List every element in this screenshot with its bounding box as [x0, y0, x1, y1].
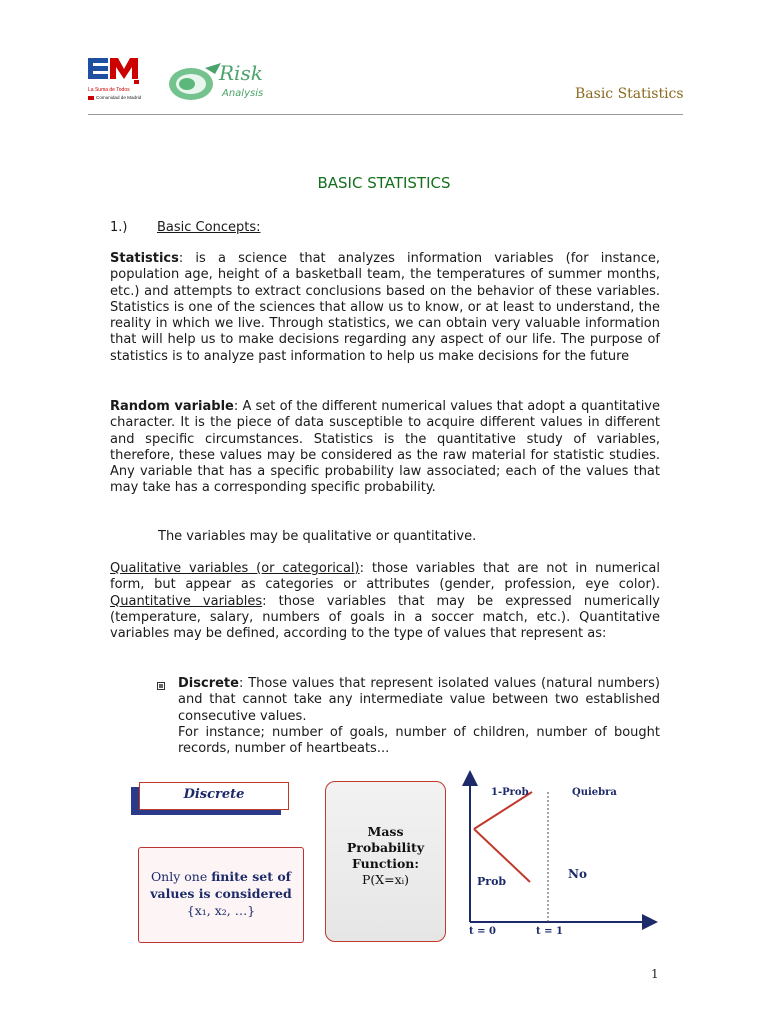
section-number: 1.)	[110, 220, 128, 235]
globe-icon	[165, 62, 223, 104]
paragraph-random-variable	[110, 399, 660, 497]
header-divider	[88, 114, 683, 115]
mass-probability-box	[325, 781, 446, 942]
section-title: Basic Concepts:	[157, 220, 261, 235]
finite-set-box	[138, 847, 304, 943]
logo-risk-word: Risk	[219, 61, 263, 85]
label-t0: t = 0	[469, 926, 496, 937]
mass-line2: Probability	[346, 840, 425, 855]
probability-graph	[462, 770, 662, 945]
qualitative-definition: : those variables that are not in numerical form, but appear as categories or attributes (gender, profession, eye color).	[110, 561, 660, 593]
mass-line1: Mass	[367, 824, 404, 839]
em-logo-mark	[88, 58, 140, 86]
label-quiebra: Quiebra	[572, 787, 617, 798]
page-number: 1	[651, 967, 659, 981]
logo-tagline: La Suma de Todos	[88, 87, 130, 93]
discrete-examples: For instance; number of goals, number of children, number of bought records, number of heartbeats...	[178, 724, 660, 757]
term-statistics: Statistics	[110, 251, 179, 266]
finite-pre: Only one	[150, 869, 212, 884]
label-no: No	[568, 867, 587, 881]
bullet-icon	[157, 682, 165, 690]
label-1-prob: 1-Prob	[491, 787, 529, 798]
discrete-label-box	[139, 782, 289, 810]
label-prob: Prob	[477, 875, 507, 888]
section-heading	[110, 220, 261, 235]
finite-set-notation: {x₁, x₂, …}	[186, 903, 256, 918]
document-title: BASIC STATISTICS	[317, 174, 451, 192]
random-variable-definition: : A set of the different numerical values that adopt a quantitative character. It is the piece of data susceptible to acquire different values in different and specific circumstances. Statistics is the quantitative study of variables, therefore, these values may be considered as the raw material for statistic studies. Any variable that has a specific probability law associated; each of the values that may take has a corresponding specific probability.	[110, 399, 660, 496]
bullet-discrete	[178, 676, 660, 757]
flag-icon	[88, 96, 94, 100]
quantitative-definition: : those variables that may be expressed numerically (temperature, salary, numbers of goals in a soccer match, etc.). Quantitative variables may be defined, according to the type of values that represent as:	[110, 593, 660, 642]
finite-bold2: values is considered	[150, 886, 292, 901]
finite-bold1: finite set of	[211, 869, 292, 884]
paragraph-variable-types: The variables may be qualitative or quantitative.	[158, 529, 477, 544]
paragraph-statistics	[110, 251, 660, 365]
risk-analysis-logo	[165, 60, 285, 108]
mass-probability-text	[326, 824, 445, 888]
paragraph-qualitative	[110, 561, 660, 642]
discrete-label: Discrete	[183, 787, 245, 802]
term-random-variable: Random variable	[110, 399, 234, 414]
mass-line3: Function:	[351, 856, 419, 871]
mass-formula: P(X=xᵢ)	[361, 872, 410, 887]
term-quantitative: Quantitative variables	[110, 593, 263, 609]
discrete-definition: : Those values that represent isolated values (natural numbers) and that cannot take any intermediate value between two established consecutive values.	[178, 676, 660, 724]
logo-org	[88, 95, 141, 100]
statistics-definition: : is a science that analyzes information variables (for instance, population age, height of a basketball team, the temperatures of summer months, etc.) and attempts to extract conclusions based on the behavior of these variables. Statistics is one of the sciences that allow us to know, or at least to understand, the reality in which we live. Through statistics, we can obtain very valuable information that will help us to make decisions regarding any aspect of our life. The purpose of statistics is to analyze past information to help us make decisions for the future	[110, 251, 660, 364]
label-t1: t = 1	[536, 926, 563, 937]
header-title: Basic Statistics	[575, 86, 684, 102]
term-discrete: Discrete	[178, 676, 239, 691]
logo-org-text: Comunidad de Madrid	[96, 95, 142, 100]
comunidad-madrid-logo	[88, 58, 146, 104]
finite-set-text	[139, 868, 303, 919]
logo-analysis-word: Analysis	[222, 88, 264, 99]
term-qualitative: Qualitative variables (or categorical)	[110, 561, 360, 576]
